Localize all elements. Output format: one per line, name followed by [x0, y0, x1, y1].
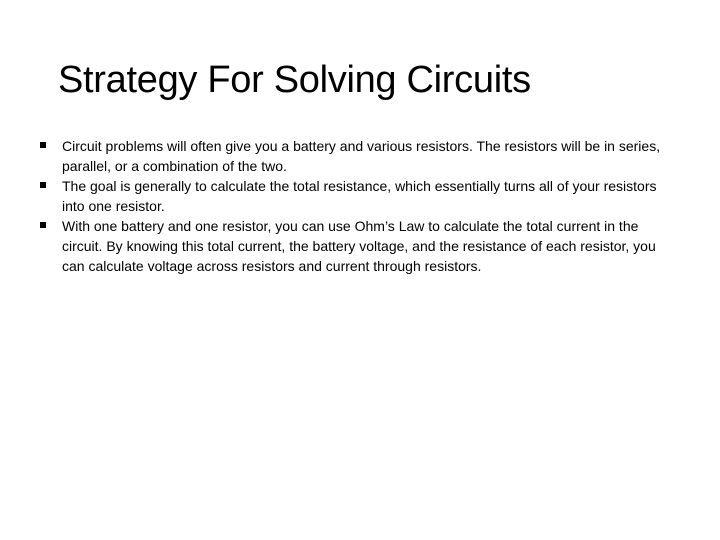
bullet-text: The goal is generally to calculate the total resistance, which essentially turns all of your resistors into one resistor.	[62, 178, 657, 214]
square-bullet-icon	[40, 142, 46, 148]
slide-title: Strategy For Solving Circuits	[58, 59, 531, 101]
bullet-text: With one battery and one resistor, you can use Ohm’s Law to calculate the total current in the circuit. By knowing this total current, the battery voltage, and the resistance of each resistor, you can calculate voltage across resistors and current through resistors.	[62, 218, 656, 274]
bullet-item	[36, 176, 676, 216]
bullet-text: Circuit problems will often give you a battery and various resistors. The resistors will be in series, parallel, or a combination of the two.	[62, 138, 661, 174]
square-bullet-icon	[40, 222, 46, 228]
bullet-item	[36, 216, 676, 276]
bullet-list	[36, 136, 676, 276]
bullet-item	[36, 136, 676, 176]
square-bullet-icon	[40, 182, 46, 188]
